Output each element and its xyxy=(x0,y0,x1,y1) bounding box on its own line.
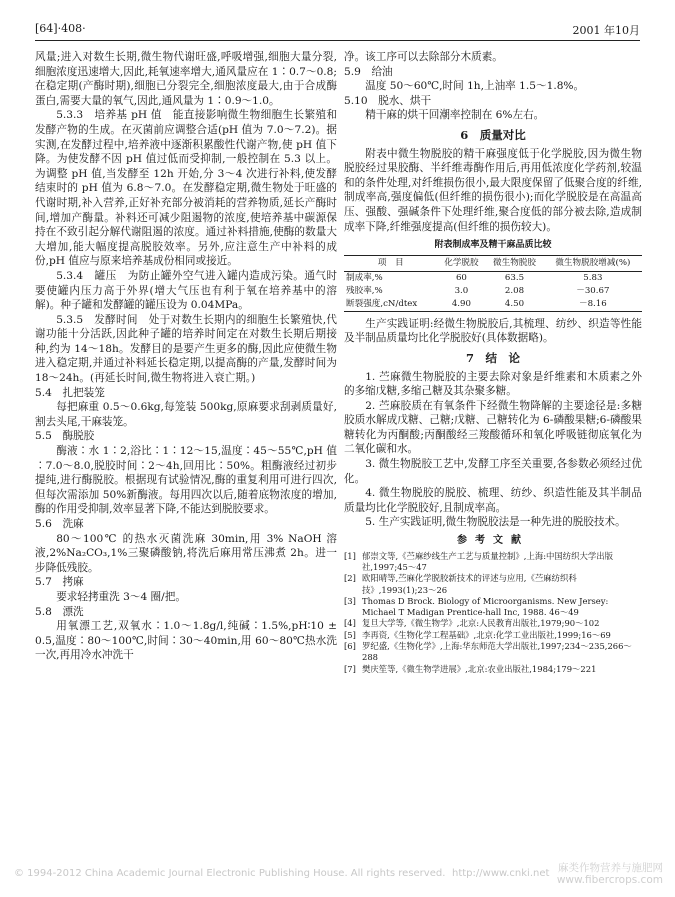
reference-item xyxy=(344,596,642,619)
section-5-7-body: 要求轻拷重洗 3～4 圈/把。 xyxy=(56,590,186,603)
reference-number: [5] xyxy=(344,629,356,640)
section-5-7-heading: 5.7 拷麻 xyxy=(35,576,84,589)
reference-item xyxy=(344,641,642,664)
section-5-3-5 xyxy=(35,313,337,386)
header-date: 2001 年10月 xyxy=(572,24,640,37)
table-cell: 残胶率,% xyxy=(346,285,383,296)
section-5-6-heading: 5.6 洗麻 xyxy=(35,518,84,530)
table-header-row xyxy=(344,255,642,271)
reference-text: 樊庆笙等,《微生物学进展》,北京:农业出版社,1984;179～221 xyxy=(362,663,597,674)
table-cell: 60 xyxy=(455,272,467,283)
reference-number: [2] xyxy=(344,573,356,584)
reference-text: 欧阳晴等,苎麻化学脱胶新技术的评述与应用,《苎麻纺织科技》,1993(1);23～26 xyxy=(362,573,577,595)
reference-text: 复旦大学等,《微生物学》,北京:人民教育出版社,1979;90～102 xyxy=(362,618,600,629)
table-cell: 3.0 xyxy=(454,285,469,296)
reference-text: 罗纪盛,《生物化学》,上海:华东师范大学出版社,1997;234～235,266～288 xyxy=(362,641,632,663)
section-6-body: 附表中微生物脱胶的精干麻强度低于化学脱胶,因为微生物脱胶经过果胶酶、半纤维毒酶作用后,再用低浓度化学药剂,较温和的条件处理,对纤维损伤很小,最大限度保留了低聚合度的纤维,制成率高,强度偏低(但纤维的损伤很小);而化学脱胶是在高温高压、强酸、强碱条件下处理纤维,聚合度低的部分被去除,造成制成率下降,纤维强度提高(但纤维的损伤较大)。 xyxy=(344,147,642,233)
conclusion-item: 4. 微生物脱胶的脱胶、梳理、纺纱、织造性能及其半制品质量均比化学脱胶好,且制成率高。 xyxy=(344,487,642,514)
section-5-5-body: 酶液∶水 1∶2,浴比∶1∶12～15,温度∶45～55℃,pH 值∶7.0～8.0,脱胶时间∶2～4h,回用比∶50%。粗酶液经过初步提纯,进行酶脱胶。根据现有试验情况,酶的重复利用可进行四次,但每次需添加 50%新酶液。每用四次以后,随着底物浓度的增加,酶的作用受抑制,效率显著下降,不能达到脱胶要求。 xyxy=(35,445,337,516)
reference-number: [4] xyxy=(344,618,356,629)
table-cell: 5.83 xyxy=(583,272,603,283)
table-cell: 63.5 xyxy=(504,272,525,283)
section-5-9-body: 温度 50～60℃,时间 1h,上油率 1.5～1.8%。 xyxy=(365,80,585,93)
reference-item xyxy=(344,664,642,675)
table-header-cell: 微生物脱胶 xyxy=(485,255,543,271)
reference-number: [3] xyxy=(344,595,356,606)
section-5-3-3 xyxy=(35,108,337,269)
table-cell: 断裂强度,cN/dtex xyxy=(346,298,418,309)
table-cell: －8.16 xyxy=(578,298,607,309)
right-column xyxy=(344,50,642,675)
table-cell: 制成率,% xyxy=(346,272,383,283)
paragraph-continued: 净。该工序可以去除部分木质素。 xyxy=(344,51,503,63)
section-5-3-5-body: 处于对数生长期内的细胞生长繁殖快,代谢功能十分活跃,因此种子罐的培养时间定在对数生长期后期接种,约为 14～18h。发酵目的是要产生更多的酶,因此应使微生物进入稳定期,并通过补料延长稳定期,以提高酶的产量,发酵时间为 18～24h。(再延长时间,微生物将进入衰亡期。) xyxy=(35,313,338,385)
reference-item xyxy=(344,618,642,629)
section-5-3-4-body: 为防止罐外空气进入罐内造成污染。通气时要使罐内压力高于外界(增大气压也有利于氧在培养基中的溶解)。种子罐和发酵罐的罐压设为 0.04MPa。 xyxy=(35,269,338,312)
reference-number: [7] xyxy=(344,663,356,674)
table-row xyxy=(344,285,642,298)
section-5-3-5-heading: 5.3.5 发酵时间 xyxy=(56,313,138,326)
watermark xyxy=(557,862,663,886)
reference-item xyxy=(344,551,642,574)
paragraph-aeration: 风量;进入对数生长期,微生物代谢旺盛,呼吸增强,细胞大量分裂,细胞浓度迅速增大,因此,耗氧速率增大,通风量应在 1∶0.7～0.8;在稳定期(产酶时期),细胞已分裂完全,细胞浓度最大,由于合成酶蛋白,需要大量的氧气,因此,通风量为 1∶0.9～1.0。 xyxy=(35,51,337,107)
reference-text: Thomas D Brock. Biology of Microorganisms. New Jersey: Michael T Madigan Prentice-hall Inc, 1988. 46～49 xyxy=(362,595,609,618)
reference-number: [1] xyxy=(344,550,356,561)
section-5-9-heading: 5.9 给油 xyxy=(344,65,393,78)
references-heading: 参考文献 xyxy=(457,535,529,547)
table-header-cell: 化学脱胶 xyxy=(438,255,486,271)
left-column xyxy=(35,50,337,663)
table-row xyxy=(344,298,642,312)
page-header xyxy=(35,22,640,40)
section-5-3-4-heading: 5.3.4 罐压 xyxy=(56,269,117,282)
table-header-cell: 项 目 xyxy=(344,255,438,271)
section-5-3-4 xyxy=(35,269,337,313)
footer-url: http://www.cnki.net xyxy=(452,868,550,879)
conclusion-item: 2. 苎麻胶质在有氧条件下经微生物降解的主要途径是:多糖胶质水解成戊糖、己糖;戊糖、己糖转化为 6-磷酸果糖;6-磷酸果糖转化为丙酮酸;丙酮酸经三羧酸循环和氧化呼吸链彻底氧化为二氧化碳和水。 xyxy=(344,399,642,456)
reference-text: 郁崇文等,《苎麻纱线生产工艺与质量控制》,上海:中国纺织大学出版社,1997;45～47 xyxy=(362,550,614,572)
table-cell: 4.50 xyxy=(504,298,525,309)
header-page-number: [64]·408· xyxy=(35,22,86,35)
table-cell: 4.90 xyxy=(451,298,471,309)
section-5-10-body: 精干麻的烘干回潮率控制在 6%左右。 xyxy=(365,109,545,122)
references-list xyxy=(344,551,642,675)
header-rule xyxy=(35,40,640,41)
copyright-notice: © 1994-2012 China Academic Journal Electronic Publishing House. All rights reserved. xyxy=(14,868,446,879)
page-footer xyxy=(0,862,675,886)
section-5-8-body: 用氧漂工艺,双氧水∶1.0～1.8g/l,纯碱∶1.5%,pH∶10 ± 0.5,温度∶80～100℃,时间∶30～40min,用 60～80℃热水洗一次,再用冷水冲洗干 xyxy=(35,620,337,662)
table-row xyxy=(344,271,642,285)
reference-text: 李再资,《生物化学工程基础》,北京:化学工业出版社,1999;16～69 xyxy=(362,629,611,640)
table-cell: －30.67 xyxy=(576,285,610,296)
section-5-5-heading: 5.5 酶脱胶 xyxy=(35,430,95,443)
watermark-title: 麻类作物营养与施肥网 xyxy=(558,862,663,874)
section-5-4-heading: 5.4 扎把装笼 xyxy=(35,386,105,399)
section-5-4-body: 每把麻重 0.5～0.6kg,每笼装 500kg,原麻要求刮剥质量好,割去头尾,干麻装笼。 xyxy=(35,401,337,428)
table-cell: 2.08 xyxy=(504,285,525,296)
table-header-cell: 微生物脱胶增减(%) xyxy=(544,255,642,271)
table-caption: 附表制成率及精干麻品质比较 xyxy=(434,240,552,251)
conclusion-item: 3. 微生物脱胶工艺中,发酵工序至关重要,各参数必须经过优化。 xyxy=(344,458,642,485)
watermark-url: www.fibercrops.com xyxy=(556,874,663,886)
section-5-8-heading: 5.8 漂洗 xyxy=(35,605,84,618)
section-5-6-body: 80～100℃ 的热水灭菌洗麻 30min,用 3% NaOH 溶液,2%Na₂CO₃,1%三聚磷酸钠,将洗后麻用常压沸煮 2h。进一步降低残胶。 xyxy=(35,532,337,574)
section-5-3-3-heading: 5.3.3 培养基 pH 值 xyxy=(56,109,162,122)
conclusion-item: 5. 生产实践证明,微生物脱胶法是一种先进的脱胶技术。 xyxy=(365,516,626,529)
reference-number: [6] xyxy=(344,641,356,651)
reference-item xyxy=(344,573,642,596)
after-table-paragraph: 生产实践证明:经微生物脱胶后,其梳理、纺纱、织造等性能及半制品质量均比化学脱胶好(具体数据略)。 xyxy=(344,317,642,345)
section-5-10-heading: 5.10 脱水、烘干 xyxy=(344,94,432,107)
reference-item xyxy=(344,630,642,641)
section-6-heading: 6 质量对比 xyxy=(460,127,526,142)
conclusion-item: 1. 苎麻微生物脱胶的主要去除对象是纤维素和木质素之外的多缩戊糖,多缩己糖及其杂聚多糖。 xyxy=(344,370,642,398)
quality-comparison-table xyxy=(344,255,642,312)
section-5-3-3-body: 能直接影响微生物细胞生长繁殖和发酵产物的生成。在灭菌前应调整合适(pH 值为 7.0～7.2)。据实测,在发酵过程中,培养液中逐渐积累酸性代谢产物,使 pH 值下降。为使发酵不因 pH 值过低而受抑制,一般控制在 5.3 以上。为调整 pH 值,当发酵至 12h 开始,分 3～4 次进行补料,使发酵结束时的 pH 值为 6.8～7.0。在发酵稳定期,微生物处于旺盛的代谢时期,补入营养,正好补充部分被消耗的营养物质,延长产酶时间,增加产酶量。补料还可减少阻遏物的浓度,使培养基中碳源保持在不致引起分解代谢阻遏的浓度。通过补料措施,使酶的数量大大增加,能大幅度提高脱胶效率。另外,应注意生产中补料的成份,pH 值应与原来培养基成份相同或接近。 xyxy=(35,109,337,268)
section-7-heading: 7 结 论 xyxy=(465,350,520,365)
